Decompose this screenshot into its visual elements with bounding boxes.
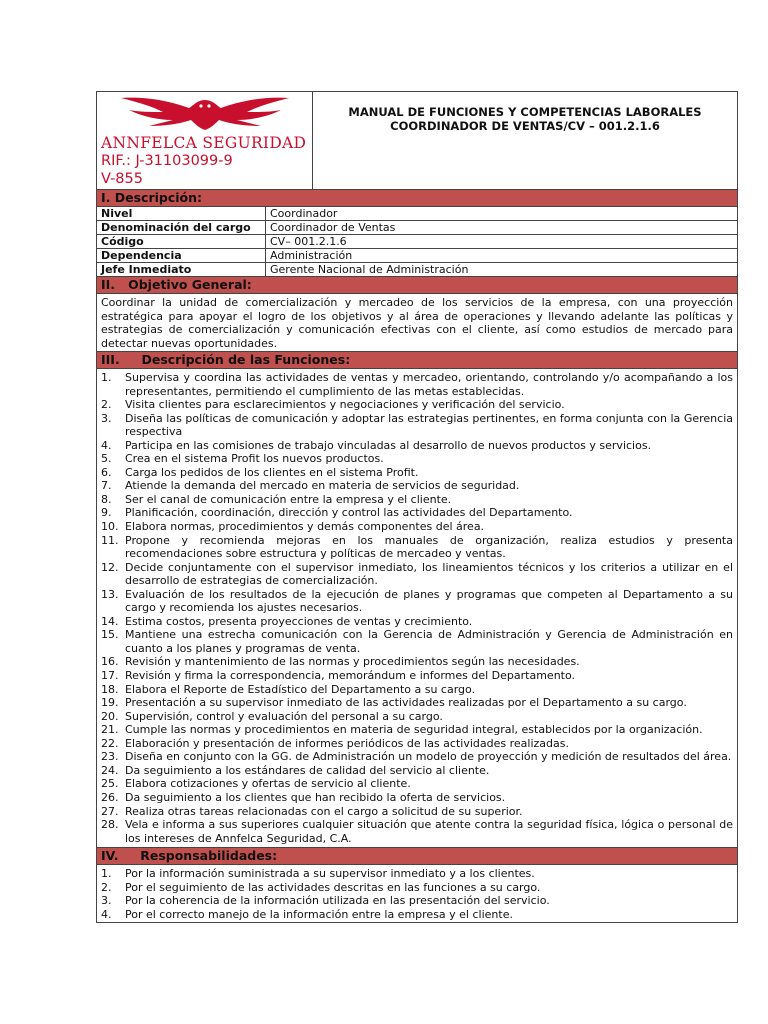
item-text: Revisión y firma la correspondencia, memorándum e informes del Departamento. [125,669,576,683]
item-text: Diseña las políticas de comunicación y adoptar las estrategias pertinentes, en forma conjunta con la Gerencia respectiva [125,411,733,439]
objetivo-text: Coordinar la unidad de comercialización y mercadeo de los servicios de la empresa, con una proyección estratégica para apoyar el logro de los objetivos y al área de operaciones y llevando adelante las políticas y estrategias de comercialización y comunicación efectivas con el cliente, así como estudios de mercado para detectar nuevas oportunidades. [97,294,737,352]
item-text: Cumple las normas y procedimientos en materia de seguridad integral, establecidos por la organización. [125,723,703,737]
item-number: 5. [101,452,112,466]
field-label: Nivel [97,207,266,221]
item-number: 12. [101,560,119,574]
table-row [97,207,737,221]
eagle-logo-icon [117,94,293,134]
company-code: V-855 [101,171,143,187]
item-number: 3. [101,894,112,908]
item-number: 28. [101,818,119,832]
company-name: ANNFELCA SEGURIDAD [101,134,307,152]
item-text: Elabora cotizaciones y ofertas de servicio al cliente. [125,777,411,791]
field-label: Jefe Inmediato [97,263,266,277]
field-value: Coordinador de Ventas [266,221,738,235]
list-item [101,452,733,466]
item-text: Por la coherencia de la información utilizada en las presentación del servicio. [125,894,550,908]
item-number: 3. [101,411,112,425]
list-item [101,615,733,629]
item-number: 4. [101,438,112,452]
document-header [97,92,737,190]
item-number: 26. [101,790,119,804]
item-number: 13. [101,587,119,601]
list-item [101,506,733,520]
item-number: 18. [101,682,119,696]
title-line-2: COORDINADOR DE VENTAS/CV – 001.2.1.6 [390,119,660,133]
item-text: Por la información suministrada a su supervisor inmediato y a los clientes. [125,867,535,881]
item-number: 22. [101,736,119,750]
item-number: 1. [101,371,112,384]
list-item [101,479,733,493]
field-value: Coordinador [266,207,738,221]
list-item [101,466,733,480]
item-text: Vela e informa a sus superiores cualquier situación que atente contra la seguridad física, lógica o personal de los intereses de Annfelca Seguridad, C.A. [125,818,733,845]
item-number: 1. [101,867,112,881]
item-number: 21. [101,723,119,737]
item-number: 8. [101,492,112,506]
item-text: Estima costos, presenta proyecciones de ventas y crecimiento. [125,614,473,628]
list-item [101,805,733,819]
item-text: Planificación, coordinación, dirección y control las actividades del Departamento. [125,506,573,520]
item-number: 2. [101,880,112,894]
item-text: Diseña en conjunto con la GG. de Administración un modelo de proyección y medición de resultados del área. [125,750,732,764]
item-text: Elabora el Reporte de Estadístico del Departamento a su cargo. [125,682,476,696]
document-title [313,92,737,189]
item-text: Elaboración y presentación de informes periódicos de las actividades realizadas. [125,736,569,750]
item-number: 20. [101,709,119,723]
logo-cell [97,92,313,189]
list-item [101,655,733,669]
item-text: Propone y recomienda mejoras en los manuales de organización, realiza estudios y presenta recomendaciones sobre estructura y políticas de mercadeo y ventas. [125,533,733,561]
item-text: Realiza otras tareas relacionadas con el cargo a solicitud de su superior. [125,804,523,818]
field-label: Código [97,235,266,249]
item-number: 16. [101,655,119,669]
list-item [101,777,733,791]
field-label: Denominación del cargo [97,221,266,235]
item-text: Evaluación de los resultados de la ejecución de planes y programas que competen al Departamento a su cargo y recomienda los ajustes necesarios. [125,587,733,615]
company-ids [101,152,233,188]
item-text: Elabora normas, procedimientos y demás componentes del área. [125,520,485,534]
list-item [101,534,733,561]
list-item [101,561,733,588]
section-heading-descripcion: I. Descripción: [97,190,737,207]
item-number: 2. [101,398,112,412]
list-item [101,723,733,737]
item-number: 4. [101,907,112,921]
section-heading-responsabilidades: IV. Responsabilidades: [97,848,737,865]
item-text: Por el seguimiento de las actividades descritas en las funciones a su cargo. [125,880,541,894]
item-text: Supervisa y coordina las actividades de ventas y mercadeo, orientando, controlando y/o acompañando a los representantes, permitiendo el cumplimiento de las metas establecidas. [125,371,733,398]
funciones-list [97,369,737,848]
item-number: 14. [101,614,119,628]
item-text: Participa en las comisiones de trabajo vinculadas al desarrollo de nuevos productos y servicios. [125,438,652,452]
list-item [101,696,733,710]
item-number: 23. [101,750,119,764]
item-number: 24. [101,763,119,777]
section-heading-objetivo: II. Objetivo General: [97,277,737,294]
list-item [101,710,733,724]
item-number: 15. [101,628,119,642]
list-item [101,520,733,534]
item-text: Atiende la demanda del mercado en materia de servicios de seguridad. [125,479,520,493]
list-item [101,737,733,751]
item-text: Supervisión, control y evaluación del personal a su cargo. [125,709,443,723]
list-item [101,867,733,881]
list-item [101,371,733,398]
item-text: Revisión y mantenimiento de las normas y procedimientos según las necesidades. [125,655,580,669]
description-table [97,207,737,277]
document-page [96,91,738,923]
item-text: Presentación a su supervisor inmediato de las actividades realizadas por el Departamento a su cargo. [125,696,687,710]
list-item [101,493,733,507]
item-text: Decide conjuntamente con el supervisor inmediato, los lineamientos técnicos y los criterios a utilizar en el desarrollo de estrategias de comercialización. [125,560,733,588]
list-item [101,750,733,764]
item-number: 6. [101,465,112,479]
table-row [97,235,737,249]
list-item [101,683,733,697]
title-line-1: MANUAL DE FUNCIONES Y COMPETENCIAS LABORALES [348,105,702,119]
field-label: Dependencia [97,249,266,263]
table-row [97,249,737,263]
table-row [97,221,737,235]
list-item [101,908,733,922]
item-text: Mantiene una estrecha comunicación con la Gerencia de Administración y Gerencia de Administración en cuanto a los planes y programas de venta. [125,628,733,655]
field-value: CV– 001.2.1.6 [266,235,738,249]
section-heading-funciones: III. Descripción de las Funciones: [97,352,737,369]
item-number: 27. [101,804,119,818]
item-text: Visita clientes para esclarecimientos y negociaciones y verificación del servicio. [125,398,565,412]
item-text: Carga los pedidos de los clientes en el sistema Profit. [125,465,419,479]
list-item [101,894,733,908]
responsabilidades-list [97,865,737,922]
field-value: Gerente Nacional de Administración [266,263,738,277]
list-item [101,412,733,439]
list-item [101,881,733,895]
list-item [101,791,733,805]
item-text: Ser el canal de comunicación entre la empresa y el cliente. [125,492,452,506]
table-row [97,263,737,277]
item-text: Por el correcto manejo de la información entre la empresa y el cliente. [125,907,513,921]
list-item [101,818,733,845]
list-item [101,588,733,615]
item-number: 9. [101,506,112,520]
item-number: 19. [101,696,119,710]
list-item [101,628,733,655]
item-number: 25. [101,777,119,791]
item-text: Crea en el sistema Profit los nuevos productos. [125,452,384,466]
list-item [101,764,733,778]
field-value: Administración [266,249,738,263]
item-number: 7. [101,479,112,493]
list-item [101,669,733,683]
item-number: 17. [101,669,119,683]
item-number: 10. [101,520,119,534]
item-text: Da seguimiento a los clientes que han recibido la oferta de servicios. [125,790,506,804]
item-number: 11. [101,533,119,547]
item-text: Da seguimiento a los estándares de calidad del servicio al cliente. [125,763,490,777]
list-item [101,398,733,412]
list-item [101,439,733,453]
rif-number: RIF.: J-31103099-9 [101,153,233,169]
